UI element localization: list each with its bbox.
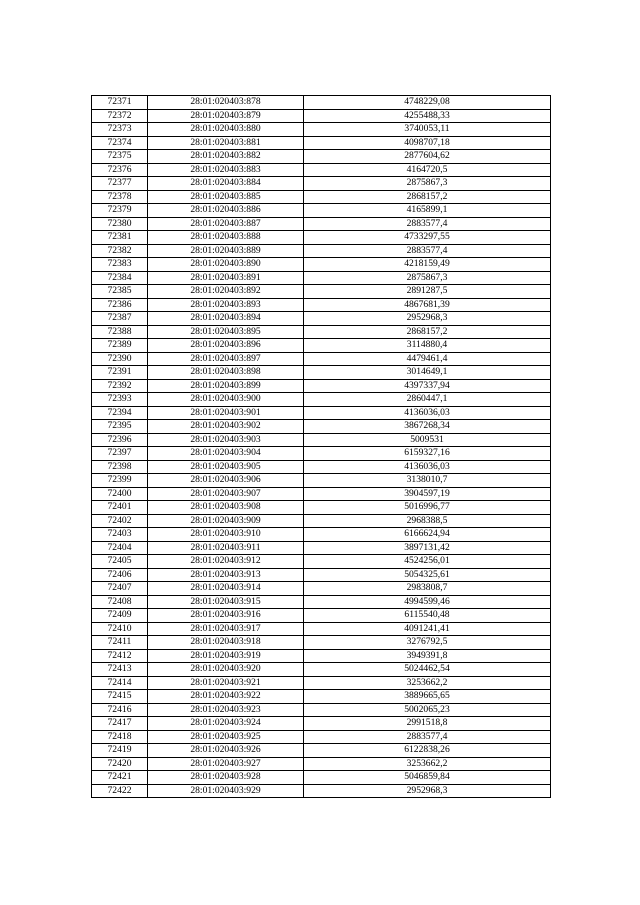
row-number-cell: 72391 xyxy=(92,366,148,380)
row-number-cell: 72411 xyxy=(92,636,148,650)
table-row xyxy=(92,609,551,623)
cadastral-number-cell: 28:01:020403:910 xyxy=(148,528,304,542)
table-row xyxy=(92,406,551,420)
cadastral-number-cell: 28:01:020403:887 xyxy=(148,217,304,231)
cadastral-number-cell: 28:01:020403:920 xyxy=(148,663,304,677)
table-row xyxy=(92,204,551,218)
row-number-cell: 72415 xyxy=(92,690,148,704)
row-number-cell: 72375 xyxy=(92,150,148,164)
row-number-cell: 72392 xyxy=(92,379,148,393)
cadastral-value-cell: 5046859,84 xyxy=(304,771,551,785)
row-number-cell: 72416 xyxy=(92,703,148,717)
row-number-cell: 72418 xyxy=(92,730,148,744)
cadastral-number-cell: 28:01:020403:911 xyxy=(148,541,304,555)
cadastral-number-cell: 28:01:020403:885 xyxy=(148,190,304,204)
table-row xyxy=(92,420,551,434)
table-row xyxy=(92,312,551,326)
cadastral-value-cell: 3114880,4 xyxy=(304,339,551,353)
table-row xyxy=(92,231,551,245)
cadastral-value-cell: 4397337,94 xyxy=(304,379,551,393)
table-row xyxy=(92,393,551,407)
cadastral-value-cell: 2968388,5 xyxy=(304,514,551,528)
cadastral-value-cell: 4748229,08 xyxy=(304,96,551,110)
table-row xyxy=(92,636,551,650)
cadastral-value-cell: 6159327,16 xyxy=(304,447,551,461)
table-row xyxy=(92,177,551,191)
cadastral-value-cell: 6122838,26 xyxy=(304,744,551,758)
cadastral-number-cell: 28:01:020403:902 xyxy=(148,420,304,434)
row-number-cell: 72389 xyxy=(92,339,148,353)
cadastral-value-cell: 2860447,1 xyxy=(304,393,551,407)
cadastral-number-cell: 28:01:020403:879 xyxy=(148,109,304,123)
cadastral-number-cell: 28:01:020403:913 xyxy=(148,568,304,582)
row-number-cell: 72402 xyxy=(92,514,148,528)
row-number-cell: 72395 xyxy=(92,420,148,434)
row-number-cell: 72376 xyxy=(92,163,148,177)
table-row xyxy=(92,217,551,231)
cadastral-value-table xyxy=(91,95,551,798)
table-row xyxy=(92,541,551,555)
row-number-cell: 72382 xyxy=(92,244,148,258)
cadastral-value-cell: 3253662,2 xyxy=(304,757,551,771)
cadastral-value-cell: 2991518,8 xyxy=(304,717,551,731)
table-row xyxy=(92,717,551,731)
table-row xyxy=(92,730,551,744)
cadastral-value-cell: 4218159,49 xyxy=(304,258,551,272)
table-row xyxy=(92,447,551,461)
cadastral-number-cell: 28:01:020403:893 xyxy=(148,298,304,312)
row-number-cell: 72381 xyxy=(92,231,148,245)
row-number-cell: 72413 xyxy=(92,663,148,677)
table-row xyxy=(92,582,551,596)
cadastral-value-cell: 3253662,2 xyxy=(304,676,551,690)
cadastral-value-cell: 2883577,4 xyxy=(304,217,551,231)
row-number-cell: 72374 xyxy=(92,136,148,150)
row-number-cell: 72422 xyxy=(92,784,148,798)
table-row xyxy=(92,744,551,758)
cadastral-value-cell: 6166624,94 xyxy=(304,528,551,542)
cadastral-number-cell: 28:01:020403:892 xyxy=(148,285,304,299)
cadastral-number-cell: 28:01:020403:903 xyxy=(148,433,304,447)
cadastral-value-cell: 2868157,2 xyxy=(304,325,551,339)
cadastral-value-cell: 5009531 xyxy=(304,433,551,447)
row-number-cell: 72390 xyxy=(92,352,148,366)
cadastral-number-cell: 28:01:020403:919 xyxy=(148,649,304,663)
cadastral-number-cell: 28:01:020403:918 xyxy=(148,636,304,650)
cadastral-value-cell: 3904597,19 xyxy=(304,487,551,501)
cadastral-number-cell: 28:01:020403:924 xyxy=(148,717,304,731)
row-number-cell: 72409 xyxy=(92,609,148,623)
cadastral-number-cell: 28:01:020403:925 xyxy=(148,730,304,744)
cadastral-value-cell: 2877604,62 xyxy=(304,150,551,164)
row-number-cell: 72397 xyxy=(92,447,148,461)
table-row xyxy=(92,163,551,177)
cadastral-value-cell: 2875867,3 xyxy=(304,177,551,191)
table-row xyxy=(92,501,551,515)
table-row xyxy=(92,325,551,339)
cadastral-value-cell: 5054325,61 xyxy=(304,568,551,582)
cadastral-number-cell: 28:01:020403:883 xyxy=(148,163,304,177)
cadastral-value-cell: 3014649,1 xyxy=(304,366,551,380)
cadastral-value-cell: 3949391,8 xyxy=(304,649,551,663)
table-row xyxy=(92,285,551,299)
cadastral-value-cell: 2883577,4 xyxy=(304,730,551,744)
row-number-cell: 72386 xyxy=(92,298,148,312)
cadastral-number-cell: 28:01:020403:880 xyxy=(148,123,304,137)
row-number-cell: 72405 xyxy=(92,555,148,569)
cadastral-number-cell: 28:01:020403:888 xyxy=(148,231,304,245)
cadastral-value-cell: 2868157,2 xyxy=(304,190,551,204)
table-row xyxy=(92,298,551,312)
cadastral-number-cell: 28:01:020403:917 xyxy=(148,622,304,636)
row-number-cell: 72421 xyxy=(92,771,148,785)
cadastral-number-cell: 28:01:020403:897 xyxy=(148,352,304,366)
cadastral-value-cell: 4136036,03 xyxy=(304,406,551,420)
cadastral-number-cell: 28:01:020403:926 xyxy=(148,744,304,758)
cadastral-value-cell: 2952968,3 xyxy=(304,784,551,798)
table-row xyxy=(92,339,551,353)
cadastral-value-cell: 5016996,77 xyxy=(304,501,551,515)
cadastral-number-cell: 28:01:020403:884 xyxy=(148,177,304,191)
table-row xyxy=(92,757,551,771)
cadastral-number-cell: 28:01:020403:882 xyxy=(148,150,304,164)
cadastral-value-cell: 3138010,7 xyxy=(304,474,551,488)
cadastral-number-cell: 28:01:020403:921 xyxy=(148,676,304,690)
row-number-cell: 72417 xyxy=(92,717,148,731)
row-number-cell: 72420 xyxy=(92,757,148,771)
table-row xyxy=(92,690,551,704)
cadastral-number-cell: 28:01:020403:881 xyxy=(148,136,304,150)
cadastral-number-cell: 28:01:020403:906 xyxy=(148,474,304,488)
cadastral-number-cell: 28:01:020403:899 xyxy=(148,379,304,393)
cadastral-number-cell: 28:01:020403:908 xyxy=(148,501,304,515)
row-number-cell: 72410 xyxy=(92,622,148,636)
cadastral-value-cell: 4524256,01 xyxy=(304,555,551,569)
cadastral-value-cell: 3897131,42 xyxy=(304,541,551,555)
table-row xyxy=(92,96,551,110)
table-row xyxy=(92,190,551,204)
cadastral-number-cell: 28:01:020403:907 xyxy=(148,487,304,501)
row-number-cell: 72372 xyxy=(92,109,148,123)
table-row xyxy=(92,271,551,285)
table-row xyxy=(92,528,551,542)
row-number-cell: 72383 xyxy=(92,258,148,272)
row-number-cell: 72404 xyxy=(92,541,148,555)
table-body xyxy=(92,96,551,798)
row-number-cell: 72393 xyxy=(92,393,148,407)
table-row xyxy=(92,123,551,137)
cadastral-value-cell: 2952968,3 xyxy=(304,312,551,326)
row-number-cell: 72385 xyxy=(92,285,148,299)
row-number-cell: 72406 xyxy=(92,568,148,582)
row-number-cell: 72398 xyxy=(92,460,148,474)
table-row xyxy=(92,379,551,393)
cadastral-value-cell: 4994599,46 xyxy=(304,595,551,609)
cadastral-value-cell: 5024462,54 xyxy=(304,663,551,677)
row-number-cell: 72414 xyxy=(92,676,148,690)
cadastral-number-cell: 28:01:020403:895 xyxy=(148,325,304,339)
cadastral-value-cell: 4164720,5 xyxy=(304,163,551,177)
row-number-cell: 72384 xyxy=(92,271,148,285)
row-number-cell: 72371 xyxy=(92,96,148,110)
table-row xyxy=(92,703,551,717)
cadastral-number-cell: 28:01:020403:909 xyxy=(148,514,304,528)
cadastral-value-cell: 4136036,03 xyxy=(304,460,551,474)
cadastral-value-cell: 4098707,18 xyxy=(304,136,551,150)
table-row xyxy=(92,663,551,677)
table-row xyxy=(92,595,551,609)
cadastral-value-cell: 4255488,33 xyxy=(304,109,551,123)
cadastral-number-cell: 28:01:020403:896 xyxy=(148,339,304,353)
row-number-cell: 72396 xyxy=(92,433,148,447)
cadastral-number-cell: 28:01:020403:927 xyxy=(148,757,304,771)
row-number-cell: 72377 xyxy=(92,177,148,191)
cadastral-value-cell: 4479461,4 xyxy=(304,352,551,366)
table-row xyxy=(92,258,551,272)
table-row xyxy=(92,474,551,488)
cadastral-number-cell: 28:01:020403:914 xyxy=(148,582,304,596)
cadastral-number-cell: 28:01:020403:891 xyxy=(148,271,304,285)
cadastral-value-cell: 2875867,3 xyxy=(304,271,551,285)
cadastral-number-cell: 28:01:020403:916 xyxy=(148,609,304,623)
cadastral-value-cell: 4165899,1 xyxy=(304,204,551,218)
cadastral-number-cell: 28:01:020403:922 xyxy=(148,690,304,704)
row-number-cell: 72400 xyxy=(92,487,148,501)
table-row xyxy=(92,555,551,569)
row-number-cell: 72403 xyxy=(92,528,148,542)
row-number-cell: 72373 xyxy=(92,123,148,137)
cadastral-number-cell: 28:01:020403:890 xyxy=(148,258,304,272)
row-number-cell: 72407 xyxy=(92,582,148,596)
table-row xyxy=(92,649,551,663)
cadastral-number-cell: 28:01:020403:915 xyxy=(148,595,304,609)
cadastral-value-cell: 4091241,41 xyxy=(304,622,551,636)
cadastral-number-cell: 28:01:020403:886 xyxy=(148,204,304,218)
cadastral-value-cell: 6115540,48 xyxy=(304,609,551,623)
cadastral-number-cell: 28:01:020403:878 xyxy=(148,96,304,110)
table-row xyxy=(92,150,551,164)
cadastral-number-cell: 28:01:020403:923 xyxy=(148,703,304,717)
row-number-cell: 72399 xyxy=(92,474,148,488)
cadastral-value-cell: 3867268,34 xyxy=(304,420,551,434)
table-row xyxy=(92,136,551,150)
table-row xyxy=(92,676,551,690)
cadastral-value-cell: 3889665,65 xyxy=(304,690,551,704)
table-row xyxy=(92,771,551,785)
table-row xyxy=(92,244,551,258)
cadastral-value-cell: 3276792,5 xyxy=(304,636,551,650)
cadastral-number-cell: 28:01:020403:900 xyxy=(148,393,304,407)
row-number-cell: 72379 xyxy=(92,204,148,218)
cadastral-number-cell: 28:01:020403:929 xyxy=(148,784,304,798)
cadastral-value-cell: 5002065,23 xyxy=(304,703,551,717)
row-number-cell: 72394 xyxy=(92,406,148,420)
row-number-cell: 72388 xyxy=(92,325,148,339)
cadastral-value-cell: 4733297,55 xyxy=(304,231,551,245)
table-row xyxy=(92,622,551,636)
cadastral-number-cell: 28:01:020403:928 xyxy=(148,771,304,785)
cadastral-value-cell: 2891287,5 xyxy=(304,285,551,299)
table-row xyxy=(92,568,551,582)
cadastral-number-cell: 28:01:020403:894 xyxy=(148,312,304,326)
cadastral-value-cell: 2883577,4 xyxy=(304,244,551,258)
cadastral-value-cell: 4867681,39 xyxy=(304,298,551,312)
row-number-cell: 72408 xyxy=(92,595,148,609)
cadastral-value-cell: 2983808,7 xyxy=(304,582,551,596)
table-row xyxy=(92,109,551,123)
cadastral-number-cell: 28:01:020403:905 xyxy=(148,460,304,474)
cadastral-number-cell: 28:01:020403:898 xyxy=(148,366,304,380)
cadastral-number-cell: 28:01:020403:901 xyxy=(148,406,304,420)
row-number-cell: 72401 xyxy=(92,501,148,515)
row-number-cell: 72380 xyxy=(92,217,148,231)
table-row xyxy=(92,784,551,798)
table-row xyxy=(92,487,551,501)
table-row xyxy=(92,460,551,474)
row-number-cell: 72378 xyxy=(92,190,148,204)
table-row xyxy=(92,352,551,366)
row-number-cell: 72412 xyxy=(92,649,148,663)
table-row xyxy=(92,514,551,528)
table-row xyxy=(92,366,551,380)
row-number-cell: 72387 xyxy=(92,312,148,326)
row-number-cell: 72419 xyxy=(92,744,148,758)
cadastral-number-cell: 28:01:020403:904 xyxy=(148,447,304,461)
cadastral-number-cell: 28:01:020403:889 xyxy=(148,244,304,258)
table-row xyxy=(92,433,551,447)
cadastral-value-cell: 3740053,11 xyxy=(304,123,551,137)
cadastral-number-cell: 28:01:020403:912 xyxy=(148,555,304,569)
